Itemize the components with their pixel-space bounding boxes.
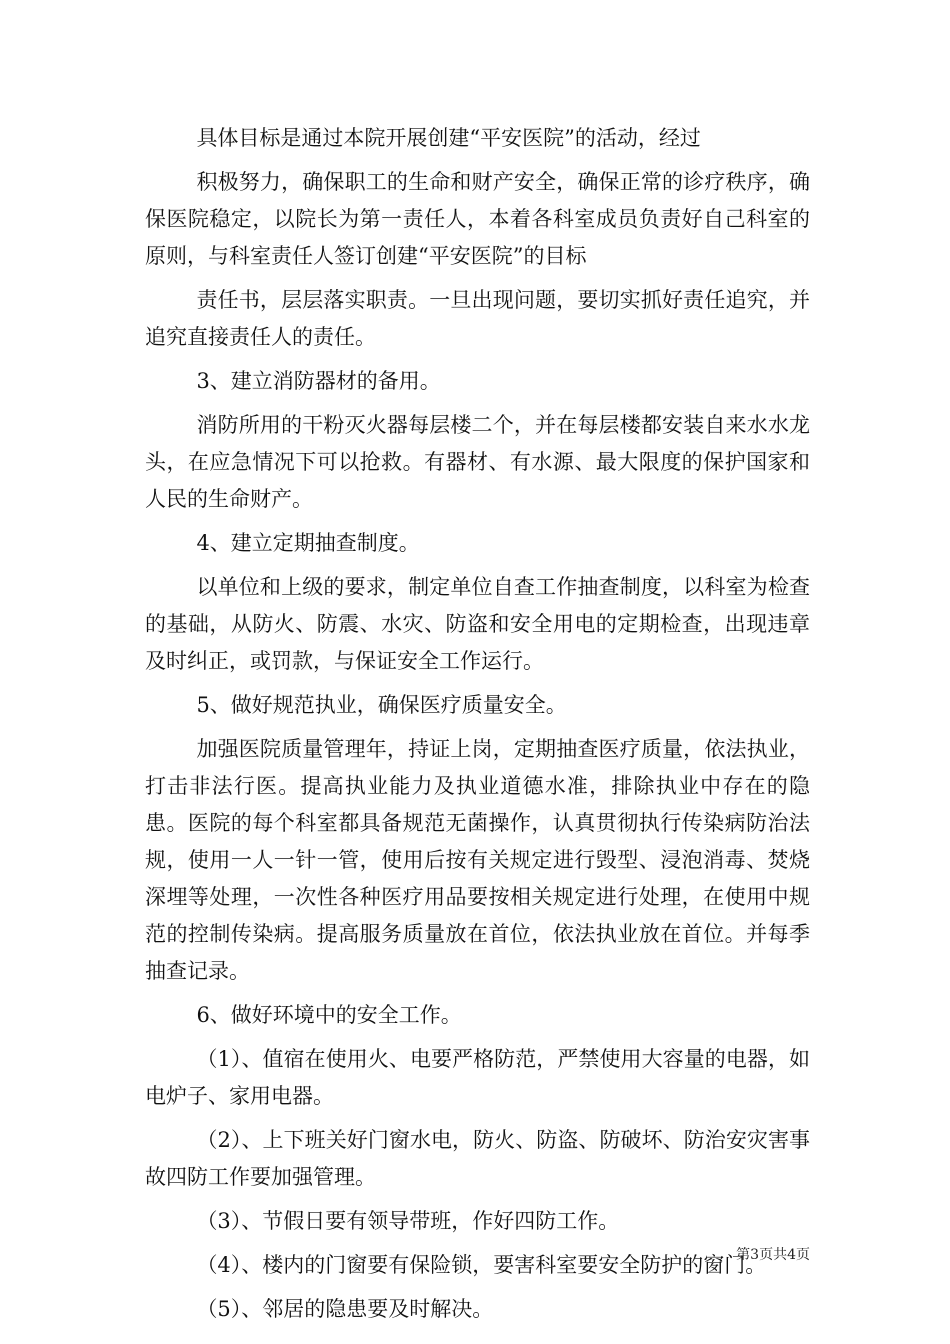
paragraph-inspection: 以单位和上级的要求，制定单位自查工作抽查制度，以科室为检查的基础，从防火、防震、水灾、防盗和安全用电的定期检查，出现违章及时纠正，或罚款，与保证安全工作运行。 xyxy=(145,575,810,673)
list-item-3: （3）、节假日要有领导带班，作好四防工作。 xyxy=(196,1209,620,1233)
paragraph-goal-intro: 具体目标是通过本院开展创建“平安医院”的活动，经过 xyxy=(196,126,701,150)
list-item-2: （2）、上下班关好门窗水电，防火、防盗、防破坏、防治安灾害事故四防工作要加强管理。 xyxy=(145,1128,810,1189)
list-item-4: （4）、楼内的门窗要有保险锁，要害科室要安全防护的窗门。 xyxy=(196,1253,767,1277)
page-number: 第3页共4页 xyxy=(736,1247,810,1263)
section-heading-5: 5、做好规范执业，确保医疗质量安全。 xyxy=(196,693,567,717)
list-item-5: （5）、邻居的隐患要及时解决。 xyxy=(196,1297,494,1321)
document-body xyxy=(145,120,810,1335)
paragraph-medical-quality: 加强医院质量管理年，持证上岗，定期抽查医疗质量，依法执业，打击非法行医。提高执业能力及执业道德水准，排除执业中存在的隐患。医院的每个科室都具备规范无菌操作，认真贯彻执行传染病防治法规，使用一人一针一管，使用后按有关规定进行毁型、浸泡消毒、焚烧深埋等处理，一次性各种医疗用品要按相关规定进行处理，在使用中规范的控制传染病。提高服务质量放在首位，依法执业放在首位。并每季抽查记录。 xyxy=(145,737,810,983)
section-heading-3: 3、建立消防器材的备用。 xyxy=(196,369,441,393)
paragraph-goal-detail: 积极努力，确保职工的生命和财产安全，确保正常的诊疗秩序，确保医院稳定，以院长为第一责任人，本着各科室成员负责好自己科室的原则，与科室责任人签订创建“平安医院”的目标 xyxy=(145,170,810,268)
list-item-1: （1）、值宿在使用火、电要严格防范，严禁使用大容量的电器，如电炉子、家用电器。 xyxy=(145,1047,810,1108)
paragraph-fire-equipment: 消防所用的干粉灭火器每层楼二个，并在每层楼都安装自来水水龙头，在应急情况下可以抢救。有器材、有水源、最大限度的保护国家和人民的生命财产。 xyxy=(145,413,810,511)
section-heading-6: 6、做好环境中的安全工作。 xyxy=(196,1003,462,1027)
section-heading-4: 4、建立定期抽查制度。 xyxy=(196,531,420,555)
paragraph-responsibility: 责任书，层层落实职责。一旦出现问题，要切实抓好责任追究，并追究直接责任人的责任。 xyxy=(145,288,810,349)
